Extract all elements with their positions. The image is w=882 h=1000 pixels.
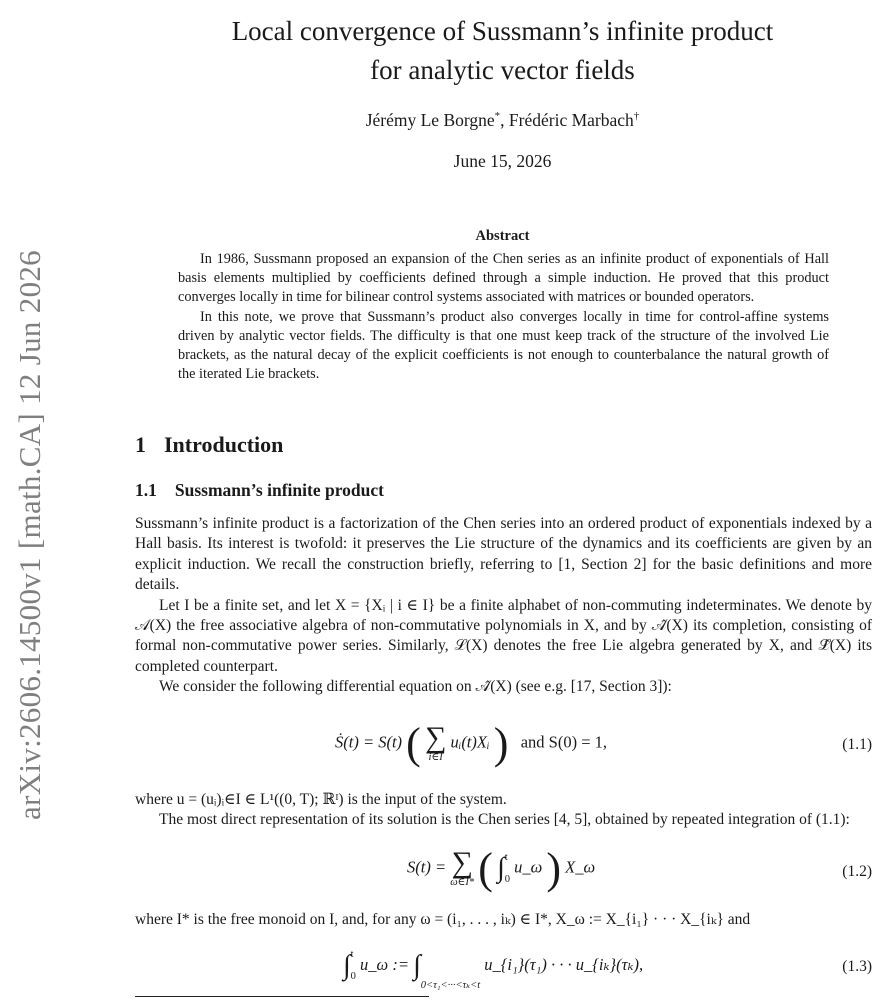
author-1: Jérémy Le Borgne [365,110,495,130]
eq3-upper-limit: t [350,949,354,960]
eq2-integral: ∫ [497,852,505,884]
author-separator: , [500,110,509,130]
eq2-lower-limit: 0 [504,873,510,885]
body-paragraph-1: Sussmann’s infinite product is a factorization of the Chen series into an ordered product of exponentials indexed by a Hall basis. Its interest is twofold: it preserves the Lie structure of the dynamics and its coefficients are given by an explicit induction. We recall the construction briefly, referring to [1, Section 2] for the basic definitions and more details. [135,515,872,594]
eq3-rhs: u_{i₁}(τ₁) · · · u_{iₖ}(τₖ), [484,954,644,974]
section-number: 1 [135,432,146,457]
body-text-2 [135,790,872,831]
abstract-heading: Abstract [475,228,530,244]
eq1-summand: uᵢ(t)Xᵢ [450,732,490,752]
paper-date: June 15, 2026 [453,151,552,171]
eq3-left-limits [351,944,356,988]
paper-title [135,12,870,90]
abstract-paragraph-1: In 1986, Sussmann proposed an expansion of the Chen series as an infinite product of exponentials of Hall basis elements multiplied by coefficients defined through a simple induction. He proved that this product converges locally in time for bilinear control systems associated with matrices or bounded operators. [178,251,829,306]
eq2-right-paren: ) [546,844,562,893]
eq2-sum-subscript: ω∈I* [450,877,475,889]
equation-1-2-content [407,843,595,894]
equation-1-3-number[interactable]: (1.3) [842,958,872,975]
eq1-rhs: and S(0) = 1, [520,732,608,752]
abstract-paragraph-2: In this note, we prove that Sussmann’s product also converges locally in time for control-affine systems driven by analytic vector fields. The difficulty is that one must keep track of the structure of the involved Lie brackets, as the natural decay of the explicit coefficients is not enough to counterbalance the natural growth of the iterated Lie brackets. [178,308,829,383]
section-heading [135,432,283,458]
eq2-left-paren: ( [478,844,493,893]
eq1-sum-subscript: i∈I [428,752,443,764]
equation-1-2 [135,843,872,903]
equation-1-1 [135,718,872,778]
eq3-domain: 0<τ₁<···<τₖ<t [420,979,481,991]
eq1-left-paren: ( [406,719,421,768]
section-title: Introduction [164,432,284,457]
body-text-3 [135,910,872,930]
body-text [135,514,872,698]
title-line-1: Local convergence of Sussmann’s infinite product [231,16,774,46]
arxiv-identifier-stamp: arXiv:2606.14500v1 [math.CA] 12 Jun 2026 [12,250,47,820]
body-paragraph-2: Let I be a finite set, and let X = {Xᵢ | i ∈ I} be a finite alphabet of non-commuting indeterminates. We denote by 𝒜(X) the free associative algebra of non-commutative polynomials in X, and by 𝒜̂(X) its completion, consisting of formal non-commutative power series. Similarly, ℒ(X) denotes the free Lie algebra generated by X, and ℒ̂(X) its completed counterpart. [135,596,872,675]
subsection-heading [135,480,384,501]
authors [135,110,870,131]
equation-1-2-number[interactable]: (1.2) [842,863,872,880]
footnote-rule [135,996,429,997]
equation-1-1-number[interactable]: (1.1) [842,736,872,753]
eq3-right-integral: ∫ [413,950,421,981]
title-line-2: for analytic vector fields [370,55,635,85]
eq1-lhs: Ṡ(t) = S(t) [335,732,403,752]
equation-1-1-content [335,718,607,769]
eq3-lhs: u_ω := [360,954,409,974]
author-1-footnote-mark[interactable]: * [494,110,501,123]
eq2-rhs: X_ω [565,857,596,877]
eq2-lhs: S(t) = [407,857,447,877]
eq1-right-paren: ) [493,719,509,768]
subsection-number: 1.1 [135,480,157,500]
body-paragraph-6: where I* is the free monoid on I, and, for any ω = (i₁, . . . , iₖ) ∈ I*, X_ω := X_{i₁} · · · X_{iₖ} and [135,911,751,928]
author-2-footnote-mark[interactable]: † [633,110,640,123]
eq2-upper-limit: t [504,851,508,863]
body-paragraph-4: where u = (uᵢ)ᵢ∈I ∈ L¹((0, T); ℝᴵ) is the input of the system. [135,791,507,808]
abstract [178,250,829,384]
eq2-integral-limits [505,847,510,891]
subsection-title: Sussmann’s infinite product [174,480,384,500]
eq3-lower-limit: 0 [350,971,356,982]
eq2-integrand: u_ω [514,857,543,877]
eq1-sum: ∑ i∈I [424,721,447,764]
body-paragraph-5: The most direct representation of its solution is the Chen series [4, 5], obtained by repeated integration of (1.1): [159,811,850,829]
eq2-sum: ∑ ω∈I* [450,846,475,889]
body-paragraph-3: We consider the following differential equation on 𝒜̂(X) (see e.g. [17, Section 3]): [159,678,672,696]
equation-1-3-content [343,944,643,991]
author-2: Frédéric Marbach [508,110,634,130]
equation-1-3 [135,944,872,994]
eq3-left-integral: ∫ [343,950,351,981]
